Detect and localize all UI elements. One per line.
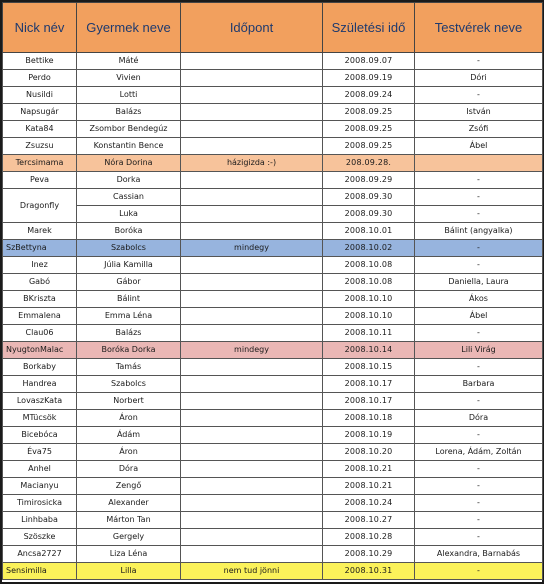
cell-time <box>181 223 323 240</box>
cell-time <box>181 325 323 342</box>
cell-siblings <box>415 155 543 172</box>
table-row <box>3 223 543 240</box>
table-row <box>3 376 543 393</box>
cell-birth: 2008.10.21 <box>323 478 415 495</box>
cell-birth: 2008.10.10 <box>323 291 415 308</box>
cell-child: Balázs <box>77 325 181 342</box>
table-row <box>3 240 543 257</box>
table-row <box>3 410 543 427</box>
cell-child: Dóra <box>77 461 181 478</box>
header-row <box>3 3 543 53</box>
cell-siblings: - <box>415 359 543 376</box>
table-row <box>3 291 543 308</box>
cell-nick: Emmalena <box>3 308 77 325</box>
cell-nick: Sensimilla <box>3 563 77 580</box>
cell-siblings: - <box>415 240 543 257</box>
cell-birth: 2008.10.11 <box>323 325 415 342</box>
cell-birth: 2008.09.07 <box>323 53 415 70</box>
cell-siblings: - <box>415 495 543 512</box>
cell-siblings: - <box>415 512 543 529</box>
cell-time <box>181 376 323 393</box>
cell-child: Luka <box>77 206 181 223</box>
cell-nick: Borkaby <box>3 359 77 376</box>
cell-birth: 2008.09.29 <box>323 172 415 189</box>
cell-time <box>181 172 323 189</box>
cell-child: Konstantin Bence <box>77 138 181 155</box>
cell-nick: Dragonfly <box>3 189 77 223</box>
cell-siblings: Zsófi <box>415 121 543 138</box>
cell-siblings: - <box>415 257 543 274</box>
cell-nick: LovaszKata <box>3 393 77 410</box>
cell-nick: Timirosicka <box>3 495 77 512</box>
cell-birth: 2008.10.08 <box>323 257 415 274</box>
cell-siblings: Daniella, Laura <box>415 274 543 291</box>
cell-birth: 2008.10.14 <box>323 342 415 359</box>
cell-nick: BKriszta <box>3 291 77 308</box>
cell-siblings: - <box>415 393 543 410</box>
cell-nick: Bicebóca <box>3 427 77 444</box>
cell-time: mindegy <box>181 342 323 359</box>
cell-nick: Gabó <box>3 274 77 291</box>
cell-child: Lotti <box>77 87 181 104</box>
cell-child: Júlia Kamilla <box>77 257 181 274</box>
cell-birth: 2008.09.25 <box>323 138 415 155</box>
cell-birth: 2008.09.25 <box>323 104 415 121</box>
cell-child: Lilla <box>77 563 181 580</box>
cell-child: Áron <box>77 444 181 461</box>
cell-nick: Ancsa2727 <box>3 546 77 563</box>
cell-birth: 2008.10.08 <box>323 274 415 291</box>
cell-child: Alexander <box>77 495 181 512</box>
cell-child: Tamás <box>77 359 181 376</box>
cell-time <box>181 444 323 461</box>
cell-siblings: Ákos <box>415 291 543 308</box>
cell-child: Gábor <box>77 274 181 291</box>
cell-birth: 208.09.28. <box>323 155 415 172</box>
cell-nick: Napsugár <box>3 104 77 121</box>
cell-child: Márton Tan <box>77 512 181 529</box>
header-child: Gyermek neve <box>77 3 181 53</box>
cell-child: Dorka <box>77 172 181 189</box>
table-row <box>3 121 543 138</box>
cell-birth: 2008.10.29 <box>323 546 415 563</box>
cell-nick: SzBettyna <box>3 240 77 257</box>
cell-time <box>181 410 323 427</box>
table-row <box>3 138 543 155</box>
cell-siblings: István <box>415 104 543 121</box>
cell-time <box>181 104 323 121</box>
cell-siblings: - <box>415 206 543 223</box>
cell-birth: 2008.10.17 <box>323 376 415 393</box>
cell-child: Máté <box>77 53 181 70</box>
cell-time <box>181 274 323 291</box>
cell-time <box>181 291 323 308</box>
cell-child: Boróka Dorka <box>77 342 181 359</box>
cell-siblings: - <box>415 325 543 342</box>
cell-siblings: - <box>415 478 543 495</box>
cell-time <box>181 257 323 274</box>
table-row <box>3 274 543 291</box>
cell-nick: Marek <box>3 223 77 240</box>
cell-time <box>181 70 323 87</box>
cell-child: Gergely <box>77 529 181 546</box>
table-row <box>3 155 543 172</box>
cell-time <box>181 546 323 563</box>
table-row <box>3 546 543 563</box>
table-row <box>3 308 543 325</box>
cell-child: Emma Léna <box>77 308 181 325</box>
cell-time <box>181 121 323 138</box>
cell-time <box>181 53 323 70</box>
cell-birth: 2008.10.17 <box>323 393 415 410</box>
table-row <box>3 104 543 121</box>
cell-siblings: Dóra <box>415 410 543 427</box>
table-row <box>3 206 543 223</box>
cell-time: mindegy <box>181 240 323 257</box>
cell-birth: 2008.10.19 <box>323 427 415 444</box>
cell-siblings: - <box>415 529 543 546</box>
cell-birth: 2008.10.10 <box>323 308 415 325</box>
cell-birth: 2008.09.19 <box>323 70 415 87</box>
cell-child: Vivien <box>77 70 181 87</box>
cell-nick: NyugtonMalac <box>3 342 77 359</box>
cell-nick: Perdo <box>3 70 77 87</box>
table-row <box>3 359 543 376</box>
table-row <box>3 444 543 461</box>
cell-birth: 2008.09.24 <box>323 87 415 104</box>
table-row <box>3 512 543 529</box>
table-row <box>3 53 543 70</box>
table-row <box>3 189 543 206</box>
cell-child: Balázs <box>77 104 181 121</box>
cell-nick: Éva75 <box>3 444 77 461</box>
cell-nick: Szöszke <box>3 529 77 546</box>
header-siblings: Testvérek neve <box>415 3 543 53</box>
cell-siblings: - <box>415 172 543 189</box>
cell-birth: 2008.09.30 <box>323 206 415 223</box>
table-row <box>3 172 543 189</box>
cell-time <box>181 512 323 529</box>
cell-siblings: Ábel <box>415 138 543 155</box>
cell-siblings: Ábel <box>415 308 543 325</box>
cell-child: Ádám <box>77 427 181 444</box>
cell-birth: 2008.10.02 <box>323 240 415 257</box>
cell-nick: Handrea <box>3 376 77 393</box>
cell-time: nem tud jönni <box>181 563 323 580</box>
cell-time <box>181 308 323 325</box>
cell-siblings: - <box>415 427 543 444</box>
cell-nick: Anhel <box>3 461 77 478</box>
cell-birth: 2008.10.20 <box>323 444 415 461</box>
table-row <box>3 257 543 274</box>
cell-birth: 2008.10.15 <box>323 359 415 376</box>
table-row <box>3 461 543 478</box>
cell-siblings: Lili Virág <box>415 342 543 359</box>
cell-child: Nóra Dorina <box>77 155 181 172</box>
cell-birth: 2008.10.31 <box>323 563 415 580</box>
cell-nick: Inez <box>3 257 77 274</box>
cell-nick: Nusildi <box>3 87 77 104</box>
cell-nick: Kata84 <box>3 121 77 138</box>
cell-birth: 2008.10.21 <box>323 461 415 478</box>
table-body <box>3 53 543 580</box>
cell-nick: Zsuzsu <box>3 138 77 155</box>
cell-time <box>181 189 323 206</box>
cell-child: Zengő <box>77 478 181 495</box>
cell-child: Cassian <box>77 189 181 206</box>
cell-time <box>181 529 323 546</box>
cell-child: Szabolcs <box>77 376 181 393</box>
cell-time: házigizda :-) <box>181 155 323 172</box>
table-row <box>3 529 543 546</box>
cell-child: Bálint <box>77 291 181 308</box>
cell-siblings: Lorena, Ádám, Zoltán <box>415 444 543 461</box>
table-row <box>3 393 543 410</box>
cell-nick: Tercsimama <box>3 155 77 172</box>
table-row <box>3 87 543 104</box>
cell-nick: MTücsök <box>3 410 77 427</box>
cell-child: Zsombor Bendegúz <box>77 121 181 138</box>
cell-siblings: - <box>415 461 543 478</box>
cell-time <box>181 359 323 376</box>
header-time: Időpont <box>181 3 323 53</box>
cell-child: Liza Léna <box>77 546 181 563</box>
cell-birth: 2008.10.24 <box>323 495 415 512</box>
table-row <box>3 70 543 87</box>
cell-siblings: Dóri <box>415 70 543 87</box>
cell-time <box>181 427 323 444</box>
table-row <box>3 478 543 495</box>
cell-siblings: - <box>415 87 543 104</box>
table-row <box>3 563 543 580</box>
table-row <box>3 495 543 512</box>
cell-siblings: - <box>415 53 543 70</box>
cell-child: Norbert <box>77 393 181 410</box>
header-nick: Nick név <box>3 3 77 53</box>
cell-nick: Clau06 <box>3 325 77 342</box>
table-row <box>3 427 543 444</box>
cell-child: Szabolcs <box>77 240 181 257</box>
table-row <box>3 342 543 359</box>
cell-birth: 2008.09.30 <box>323 189 415 206</box>
cell-nick: Bettike <box>3 53 77 70</box>
cell-child: Áron <box>77 410 181 427</box>
cell-time <box>181 478 323 495</box>
cell-nick: Peva <box>3 172 77 189</box>
cell-time <box>181 393 323 410</box>
cell-siblings: Barbara <box>415 376 543 393</box>
birth-table <box>2 2 543 580</box>
cell-siblings: - <box>415 189 543 206</box>
cell-birth: 2008.10.01 <box>323 223 415 240</box>
cell-time <box>181 495 323 512</box>
table-row <box>3 325 543 342</box>
cell-siblings: Alexandra, Barnabás <box>415 546 543 563</box>
cell-siblings: - <box>415 563 543 580</box>
cell-birth: 2008.10.28 <box>323 529 415 546</box>
cell-time <box>181 87 323 104</box>
cell-nick: Macianyu <box>3 478 77 495</box>
cell-birth: 2008.09.25 <box>323 121 415 138</box>
header-birth: Születési idő <box>323 3 415 53</box>
cell-siblings: Bálint (angyalka) <box>415 223 543 240</box>
cell-nick: Linhbaba <box>3 512 77 529</box>
cell-birth: 2008.10.18 <box>323 410 415 427</box>
cell-time <box>181 461 323 478</box>
cell-child: Boróka <box>77 223 181 240</box>
cell-time <box>181 138 323 155</box>
cell-birth: 2008.10.27 <box>323 512 415 529</box>
cell-time <box>181 206 323 223</box>
